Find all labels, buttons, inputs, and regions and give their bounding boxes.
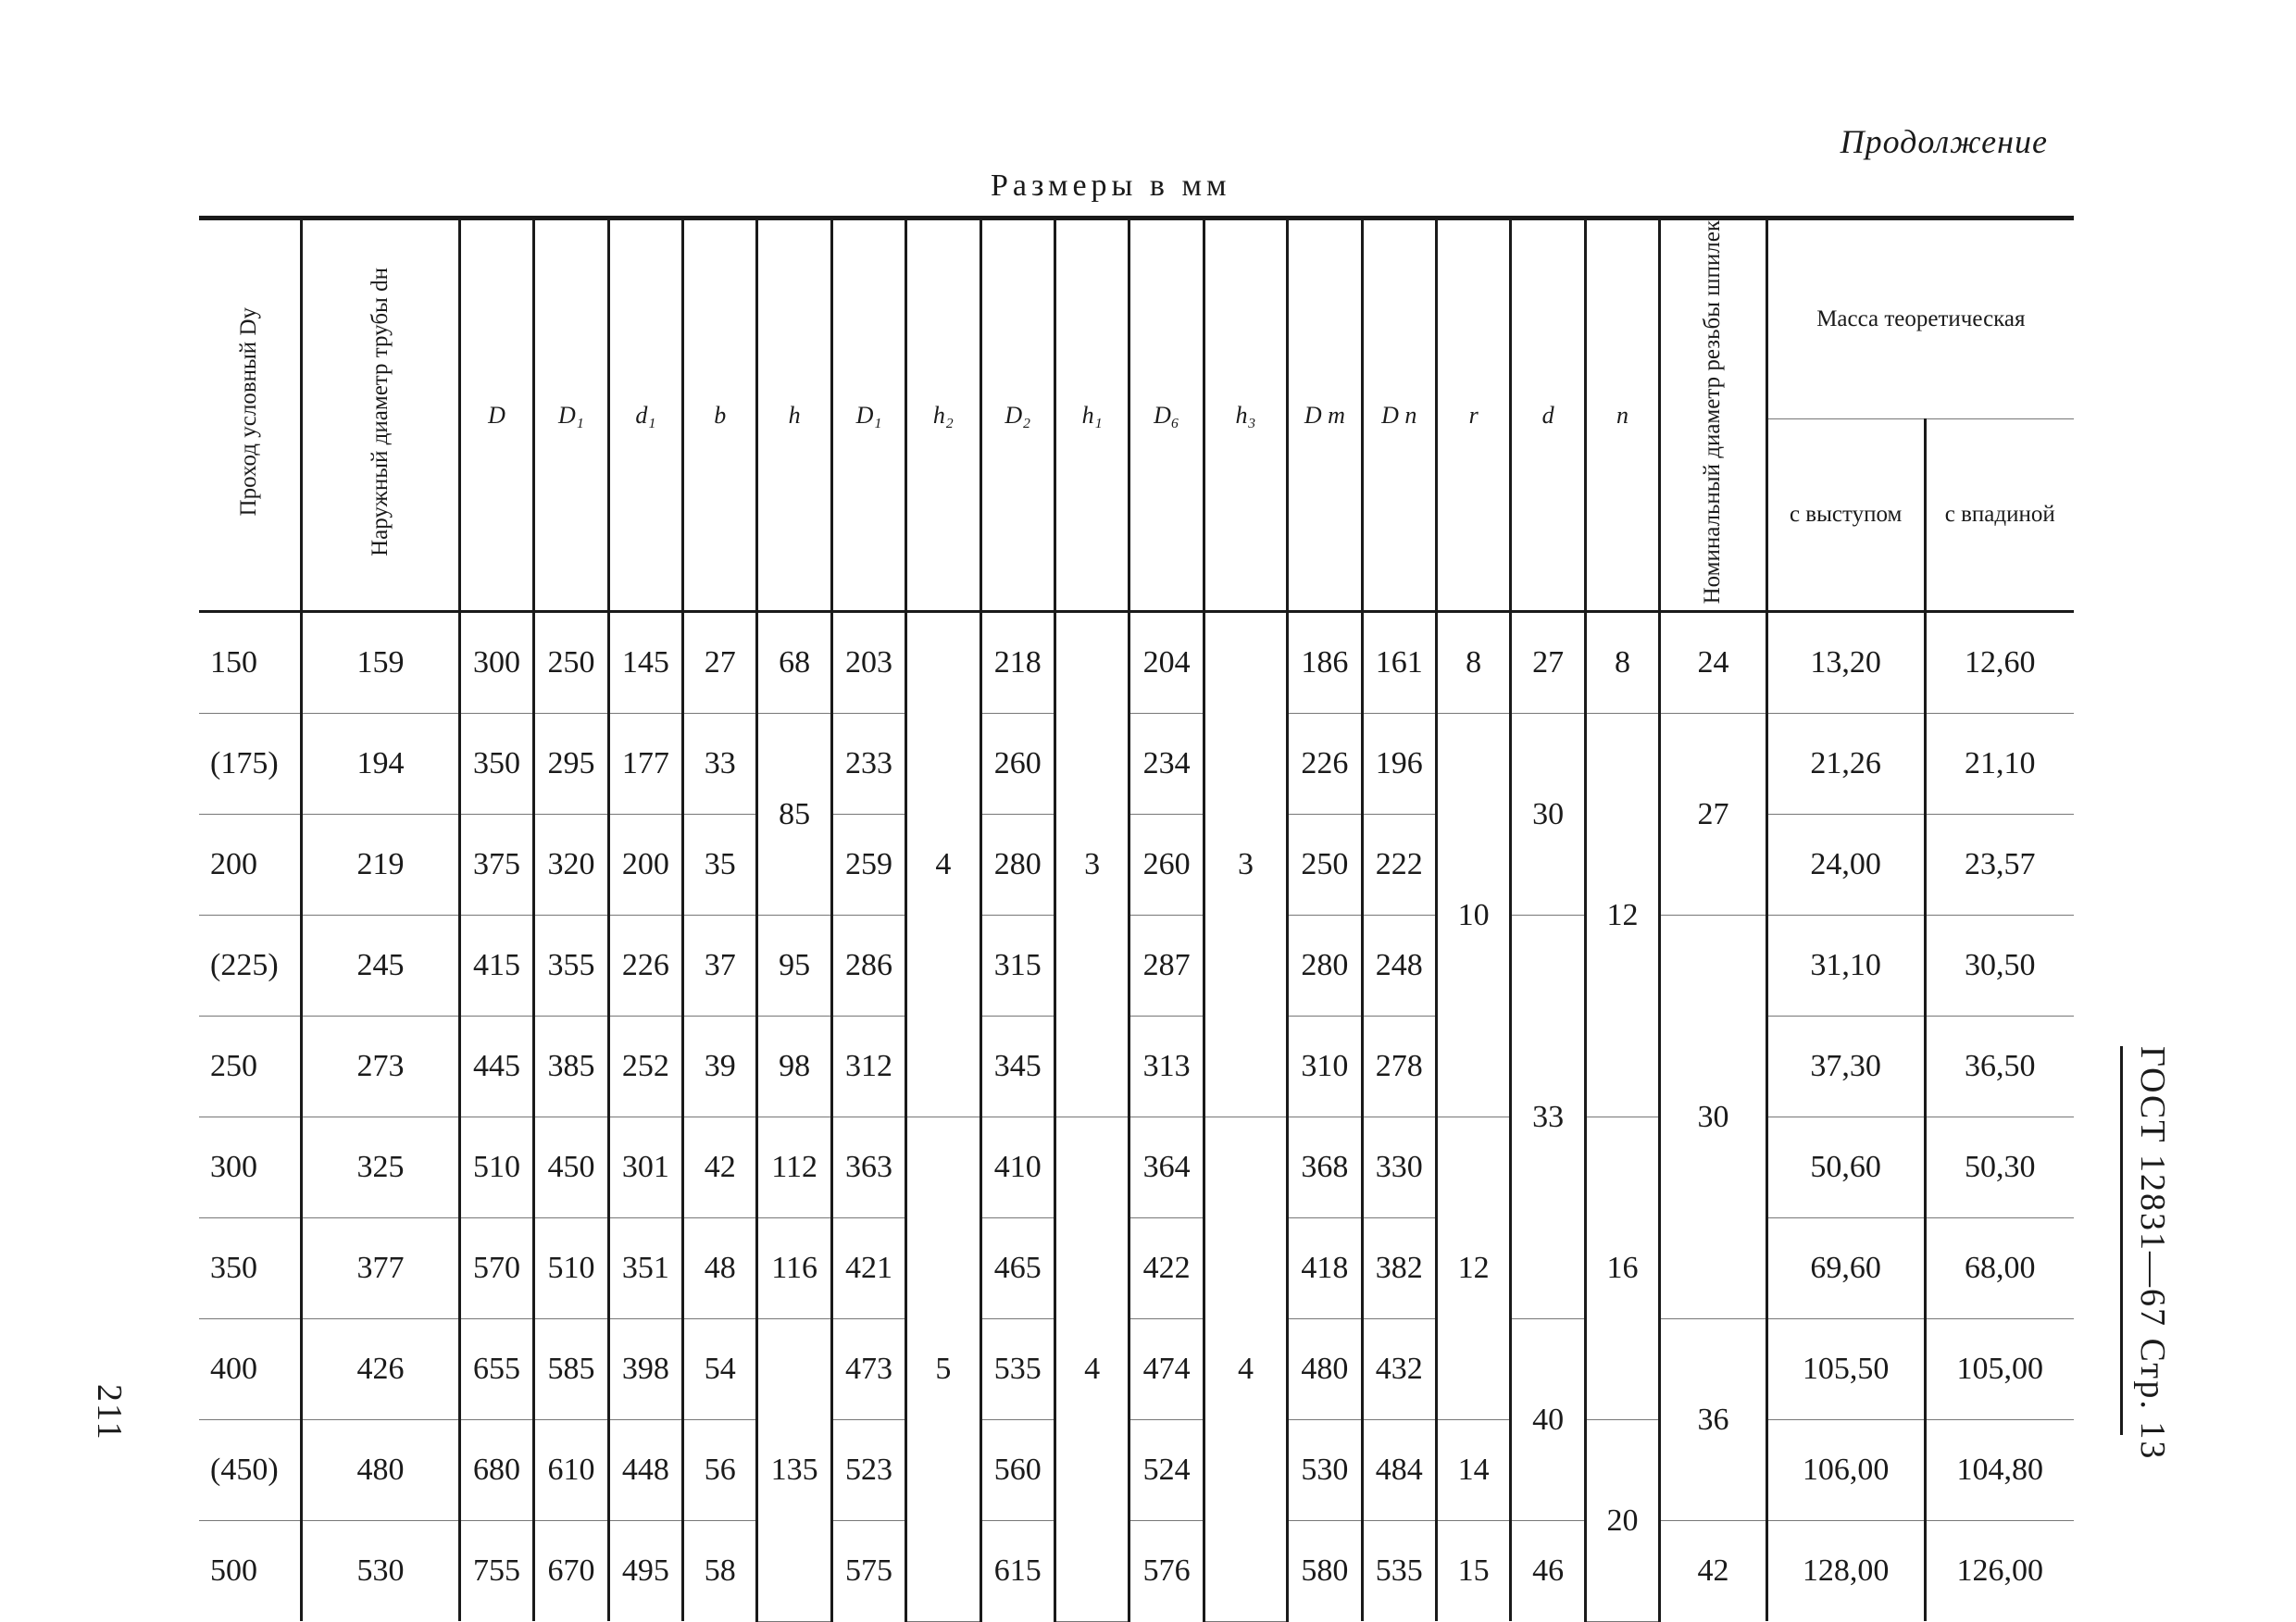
cell-dy: 250 xyxy=(199,1017,302,1117)
cell-D2: 410 xyxy=(980,1117,1054,1218)
cell-D6: 234 xyxy=(1129,714,1204,815)
header-n: n xyxy=(1585,218,1659,612)
cell-D6: 474 xyxy=(1129,1319,1204,1420)
cell-h: 112 xyxy=(757,1117,831,1218)
cell-D1: 320 xyxy=(534,815,608,916)
header-dn: Наружный диаметр трубы dн xyxy=(302,218,460,612)
cell-D: 655 xyxy=(459,1319,533,1420)
cell-D2: 315 xyxy=(980,916,1054,1017)
cell-D1: 355 xyxy=(534,916,608,1017)
cell-Dn: 535 xyxy=(1362,1521,1436,1622)
cell-h: 85 xyxy=(757,714,831,916)
cell-D6: 204 xyxy=(1129,612,1204,714)
cell-mass-protrusion: 69,60 xyxy=(1766,1218,1925,1319)
cell-mass-protrusion: 13,20 xyxy=(1766,612,1925,714)
cell-D6: 260 xyxy=(1129,815,1204,916)
header-mass: Масса теоретическая xyxy=(1766,218,2074,419)
cell-h: 95 xyxy=(757,916,831,1017)
cell-d1: 495 xyxy=(608,1521,682,1622)
cell-D2: 260 xyxy=(980,714,1054,815)
cell-b: 54 xyxy=(683,1319,757,1420)
header-D6: D₆ xyxy=(1129,218,1204,612)
cell-thread: 24 xyxy=(1660,612,1767,714)
cell-mass-protrusion: 106,00 xyxy=(1766,1420,1925,1521)
header-D: D xyxy=(459,218,533,612)
continuation-label: Продолжение xyxy=(1840,123,2048,160)
flange-dimensions-table xyxy=(199,216,2074,1622)
cell-thread: 36 xyxy=(1660,1319,1767,1521)
cell-d: 46 xyxy=(1511,1521,1585,1622)
cell-D: 300 xyxy=(459,612,533,714)
cell-D2: 280 xyxy=(980,815,1054,916)
cell-d1: 145 xyxy=(608,612,682,714)
cell-b: 58 xyxy=(683,1521,757,1622)
cell-r: 14 xyxy=(1436,1420,1510,1521)
cell-dy: 400 xyxy=(199,1319,302,1420)
cell-d: 33 xyxy=(1511,916,1585,1319)
cell-Dn: 330 xyxy=(1362,1117,1436,1218)
cell-d1: 252 xyxy=(608,1017,682,1117)
cell-dn: 194 xyxy=(302,714,460,815)
cell-mass-recess: 126,00 xyxy=(1925,1521,2074,1622)
cell-Dn: 161 xyxy=(1362,612,1436,714)
header-D1: D₁ xyxy=(534,218,608,612)
table-row xyxy=(199,612,2074,714)
cell-d1: 200 xyxy=(608,815,682,916)
cell-dn: 245 xyxy=(302,916,460,1017)
cell-D: 510 xyxy=(459,1117,533,1218)
cell-b: 33 xyxy=(683,714,757,815)
cell-dn: 377 xyxy=(302,1218,460,1319)
cell-D1: 585 xyxy=(534,1319,608,1420)
cell-D4: 233 xyxy=(831,714,905,815)
standard-reference: ГОСТ 12831—67 Стр. 13 xyxy=(2120,1046,2173,1435)
cell-D: 570 xyxy=(459,1218,533,1319)
cell-D4: 312 xyxy=(831,1017,905,1117)
cell-n: 8 xyxy=(1585,612,1659,714)
cell-h: 135 xyxy=(757,1319,831,1622)
cell-Dn: 484 xyxy=(1362,1420,1436,1521)
cell-D1: 295 xyxy=(534,714,608,815)
cell-r: 12 xyxy=(1436,1117,1510,1420)
cell-Dn: 222 xyxy=(1362,815,1436,916)
cell-mass-protrusion: 21,26 xyxy=(1766,714,1925,815)
cell-mass-recess: 105,00 xyxy=(1925,1319,2074,1420)
cell-b: 48 xyxy=(683,1218,757,1319)
cell-h3: 3 xyxy=(1204,612,1287,1117)
cell-D4: 286 xyxy=(831,916,905,1017)
cell-dy: (175) xyxy=(199,714,302,815)
cell-b: 35 xyxy=(683,815,757,916)
cell-h3: 4 xyxy=(1204,1117,1287,1622)
cell-D2: 615 xyxy=(980,1521,1054,1622)
cell-mass-recess: 36,50 xyxy=(1925,1017,2074,1117)
cell-Dm: 418 xyxy=(1288,1218,1362,1319)
cell-mass-protrusion: 128,00 xyxy=(1766,1521,1925,1622)
cell-n: 12 xyxy=(1585,714,1659,1117)
cell-h: 68 xyxy=(757,612,831,714)
cell-mass-protrusion: 24,00 xyxy=(1766,815,1925,916)
cell-Dn: 248 xyxy=(1362,916,1436,1017)
cell-b: 37 xyxy=(683,916,757,1017)
cell-d: 30 xyxy=(1511,714,1585,916)
cell-Dm: 250 xyxy=(1288,815,1362,916)
table-row xyxy=(199,1117,2074,1218)
cell-D1: 385 xyxy=(534,1017,608,1117)
cell-D: 415 xyxy=(459,916,533,1017)
cell-d1: 448 xyxy=(608,1420,682,1521)
cell-mass-recess: 68,00 xyxy=(1925,1218,2074,1319)
header-thread: Номинальный диаметр резьбы шпилек xyxy=(1660,218,1767,612)
cell-mass-recess: 21,10 xyxy=(1925,714,2074,815)
cell-n: 16 xyxy=(1585,1117,1659,1420)
header-d1: d₁ xyxy=(608,218,682,612)
header-Dm: D m xyxy=(1288,218,1362,612)
cell-D1: 510 xyxy=(534,1218,608,1319)
table-row xyxy=(199,1218,2074,1319)
cell-D4: 421 xyxy=(831,1218,905,1319)
header-mass-protrusion: с выступом xyxy=(1766,419,1925,612)
cell-Dm: 280 xyxy=(1288,916,1362,1017)
cell-r: 8 xyxy=(1436,612,1510,714)
cell-dn: 273 xyxy=(302,1017,460,1117)
cell-h2: 4 xyxy=(906,612,980,1117)
cell-d1: 226 xyxy=(608,916,682,1017)
cell-Dn: 278 xyxy=(1362,1017,1436,1117)
cell-dn: 159 xyxy=(302,612,460,714)
cell-dy: 500 xyxy=(199,1521,302,1622)
cell-d1: 301 xyxy=(608,1117,682,1218)
cell-D: 755 xyxy=(459,1521,533,1622)
cell-D1: 250 xyxy=(534,612,608,714)
header-r: r xyxy=(1436,218,1510,612)
cell-D2: 345 xyxy=(980,1017,1054,1117)
table-row xyxy=(199,714,2074,815)
header-d: d xyxy=(1511,218,1585,612)
header-h1: h₁ xyxy=(1054,218,1129,612)
cell-D1: 450 xyxy=(534,1117,608,1218)
page-number: 211 xyxy=(90,1384,129,1441)
cell-mass-protrusion: 105,50 xyxy=(1766,1319,1925,1420)
cell-h1: 4 xyxy=(1054,1117,1129,1622)
header-Dn: D n xyxy=(1362,218,1436,612)
cell-Dm: 186 xyxy=(1288,612,1362,714)
cell-h2: 5 xyxy=(906,1117,980,1622)
cell-b: 56 xyxy=(683,1420,757,1521)
cell-mass-protrusion: 50,60 xyxy=(1766,1117,1925,1218)
cell-mass-protrusion: 31,10 xyxy=(1766,916,1925,1017)
cell-Dm: 368 xyxy=(1288,1117,1362,1218)
header-mass-recess: с впадиной xyxy=(1925,419,2074,612)
cell-Dm: 580 xyxy=(1288,1521,1362,1622)
cell-D6: 313 xyxy=(1129,1017,1204,1117)
cell-D: 680 xyxy=(459,1420,533,1521)
table-row xyxy=(199,1420,2074,1521)
cell-r: 15 xyxy=(1436,1521,1510,1622)
cell-dy: (450) xyxy=(199,1420,302,1521)
cell-D2: 218 xyxy=(980,612,1054,714)
cell-mass-recess: 30,50 xyxy=(1925,916,2074,1017)
cell-b: 27 xyxy=(683,612,757,714)
cell-h1: 3 xyxy=(1054,612,1129,1117)
cell-D2: 560 xyxy=(980,1420,1054,1521)
cell-D6: 287 xyxy=(1129,916,1204,1017)
cell-dy: 300 xyxy=(199,1117,302,1218)
header-h: h xyxy=(757,218,831,612)
cell-D1: 610 xyxy=(534,1420,608,1521)
cell-d1: 177 xyxy=(608,714,682,815)
cell-D: 445 xyxy=(459,1017,533,1117)
cell-thread: 30 xyxy=(1660,916,1767,1319)
cell-D4: 363 xyxy=(831,1117,905,1218)
cell-mass-protrusion: 37,30 xyxy=(1766,1017,1925,1117)
cell-Dm: 530 xyxy=(1288,1420,1362,1521)
cell-D4: 473 xyxy=(831,1319,905,1420)
cell-D4: 259 xyxy=(831,815,905,916)
cell-mass-recess: 104,80 xyxy=(1925,1420,2074,1521)
cell-D: 350 xyxy=(459,714,533,815)
header-D2: D₂ xyxy=(980,218,1054,612)
cell-Dn: 196 xyxy=(1362,714,1436,815)
header-b: b xyxy=(683,218,757,612)
cell-D6: 524 xyxy=(1129,1420,1204,1521)
cell-D6: 576 xyxy=(1129,1521,1204,1622)
cell-Dm: 310 xyxy=(1288,1017,1362,1117)
cell-dy: (225) xyxy=(199,916,302,1017)
cell-D1: 670 xyxy=(534,1521,608,1622)
cell-Dn: 432 xyxy=(1362,1319,1436,1420)
cell-h: 98 xyxy=(757,1017,831,1117)
cell-d: 40 xyxy=(1511,1319,1585,1521)
header-h3: h₃ xyxy=(1204,218,1287,612)
cell-D6: 364 xyxy=(1129,1117,1204,1218)
cell-D6: 422 xyxy=(1129,1218,1204,1319)
cell-b: 42 xyxy=(683,1117,757,1218)
cell-Dm: 480 xyxy=(1288,1319,1362,1420)
header-D4: D₁ xyxy=(831,218,905,612)
cell-n: 20 xyxy=(1585,1420,1659,1622)
cell-mass-recess: 23,57 xyxy=(1925,815,2074,916)
header-dy: Проход условный Dу xyxy=(199,218,302,612)
cell-D4: 523 xyxy=(831,1420,905,1521)
cell-dy: 350 xyxy=(199,1218,302,1319)
cell-Dm: 226 xyxy=(1288,714,1362,815)
cell-r: 10 xyxy=(1436,714,1510,1117)
table-row xyxy=(199,916,2074,1017)
table-row xyxy=(199,1017,2074,1117)
cell-D4: 203 xyxy=(831,612,905,714)
table-row xyxy=(199,1521,2074,1622)
cell-mass-recess: 50,30 xyxy=(1925,1117,2074,1218)
cell-dn: 325 xyxy=(302,1117,460,1218)
cell-thread: 27 xyxy=(1660,714,1767,916)
cell-h: 116 xyxy=(757,1218,831,1319)
cell-D2: 465 xyxy=(980,1218,1054,1319)
table-row xyxy=(199,1319,2074,1420)
cell-dn: 480 xyxy=(302,1420,460,1521)
cell-thread: 42 xyxy=(1660,1521,1767,1622)
cell-d1: 398 xyxy=(608,1319,682,1420)
cell-D4: 575 xyxy=(831,1521,905,1622)
cell-D: 375 xyxy=(459,815,533,916)
cell-mass-recess: 12,60 xyxy=(1925,612,2074,714)
cell-b: 39 xyxy=(683,1017,757,1117)
cell-dy: 200 xyxy=(199,815,302,916)
table-row xyxy=(199,815,2074,916)
cell-dn: 219 xyxy=(302,815,460,916)
header-h2: h₂ xyxy=(906,218,980,612)
cell-dn: 426 xyxy=(302,1319,460,1420)
cell-D2: 535 xyxy=(980,1319,1054,1420)
cell-Dn: 382 xyxy=(1362,1218,1436,1319)
cell-d: 27 xyxy=(1511,612,1585,714)
cell-dy: 150 xyxy=(199,612,302,714)
units-caption: Размеры в мм xyxy=(991,168,1231,203)
cell-dn: 530 xyxy=(302,1521,460,1622)
cell-d1: 351 xyxy=(608,1218,682,1319)
